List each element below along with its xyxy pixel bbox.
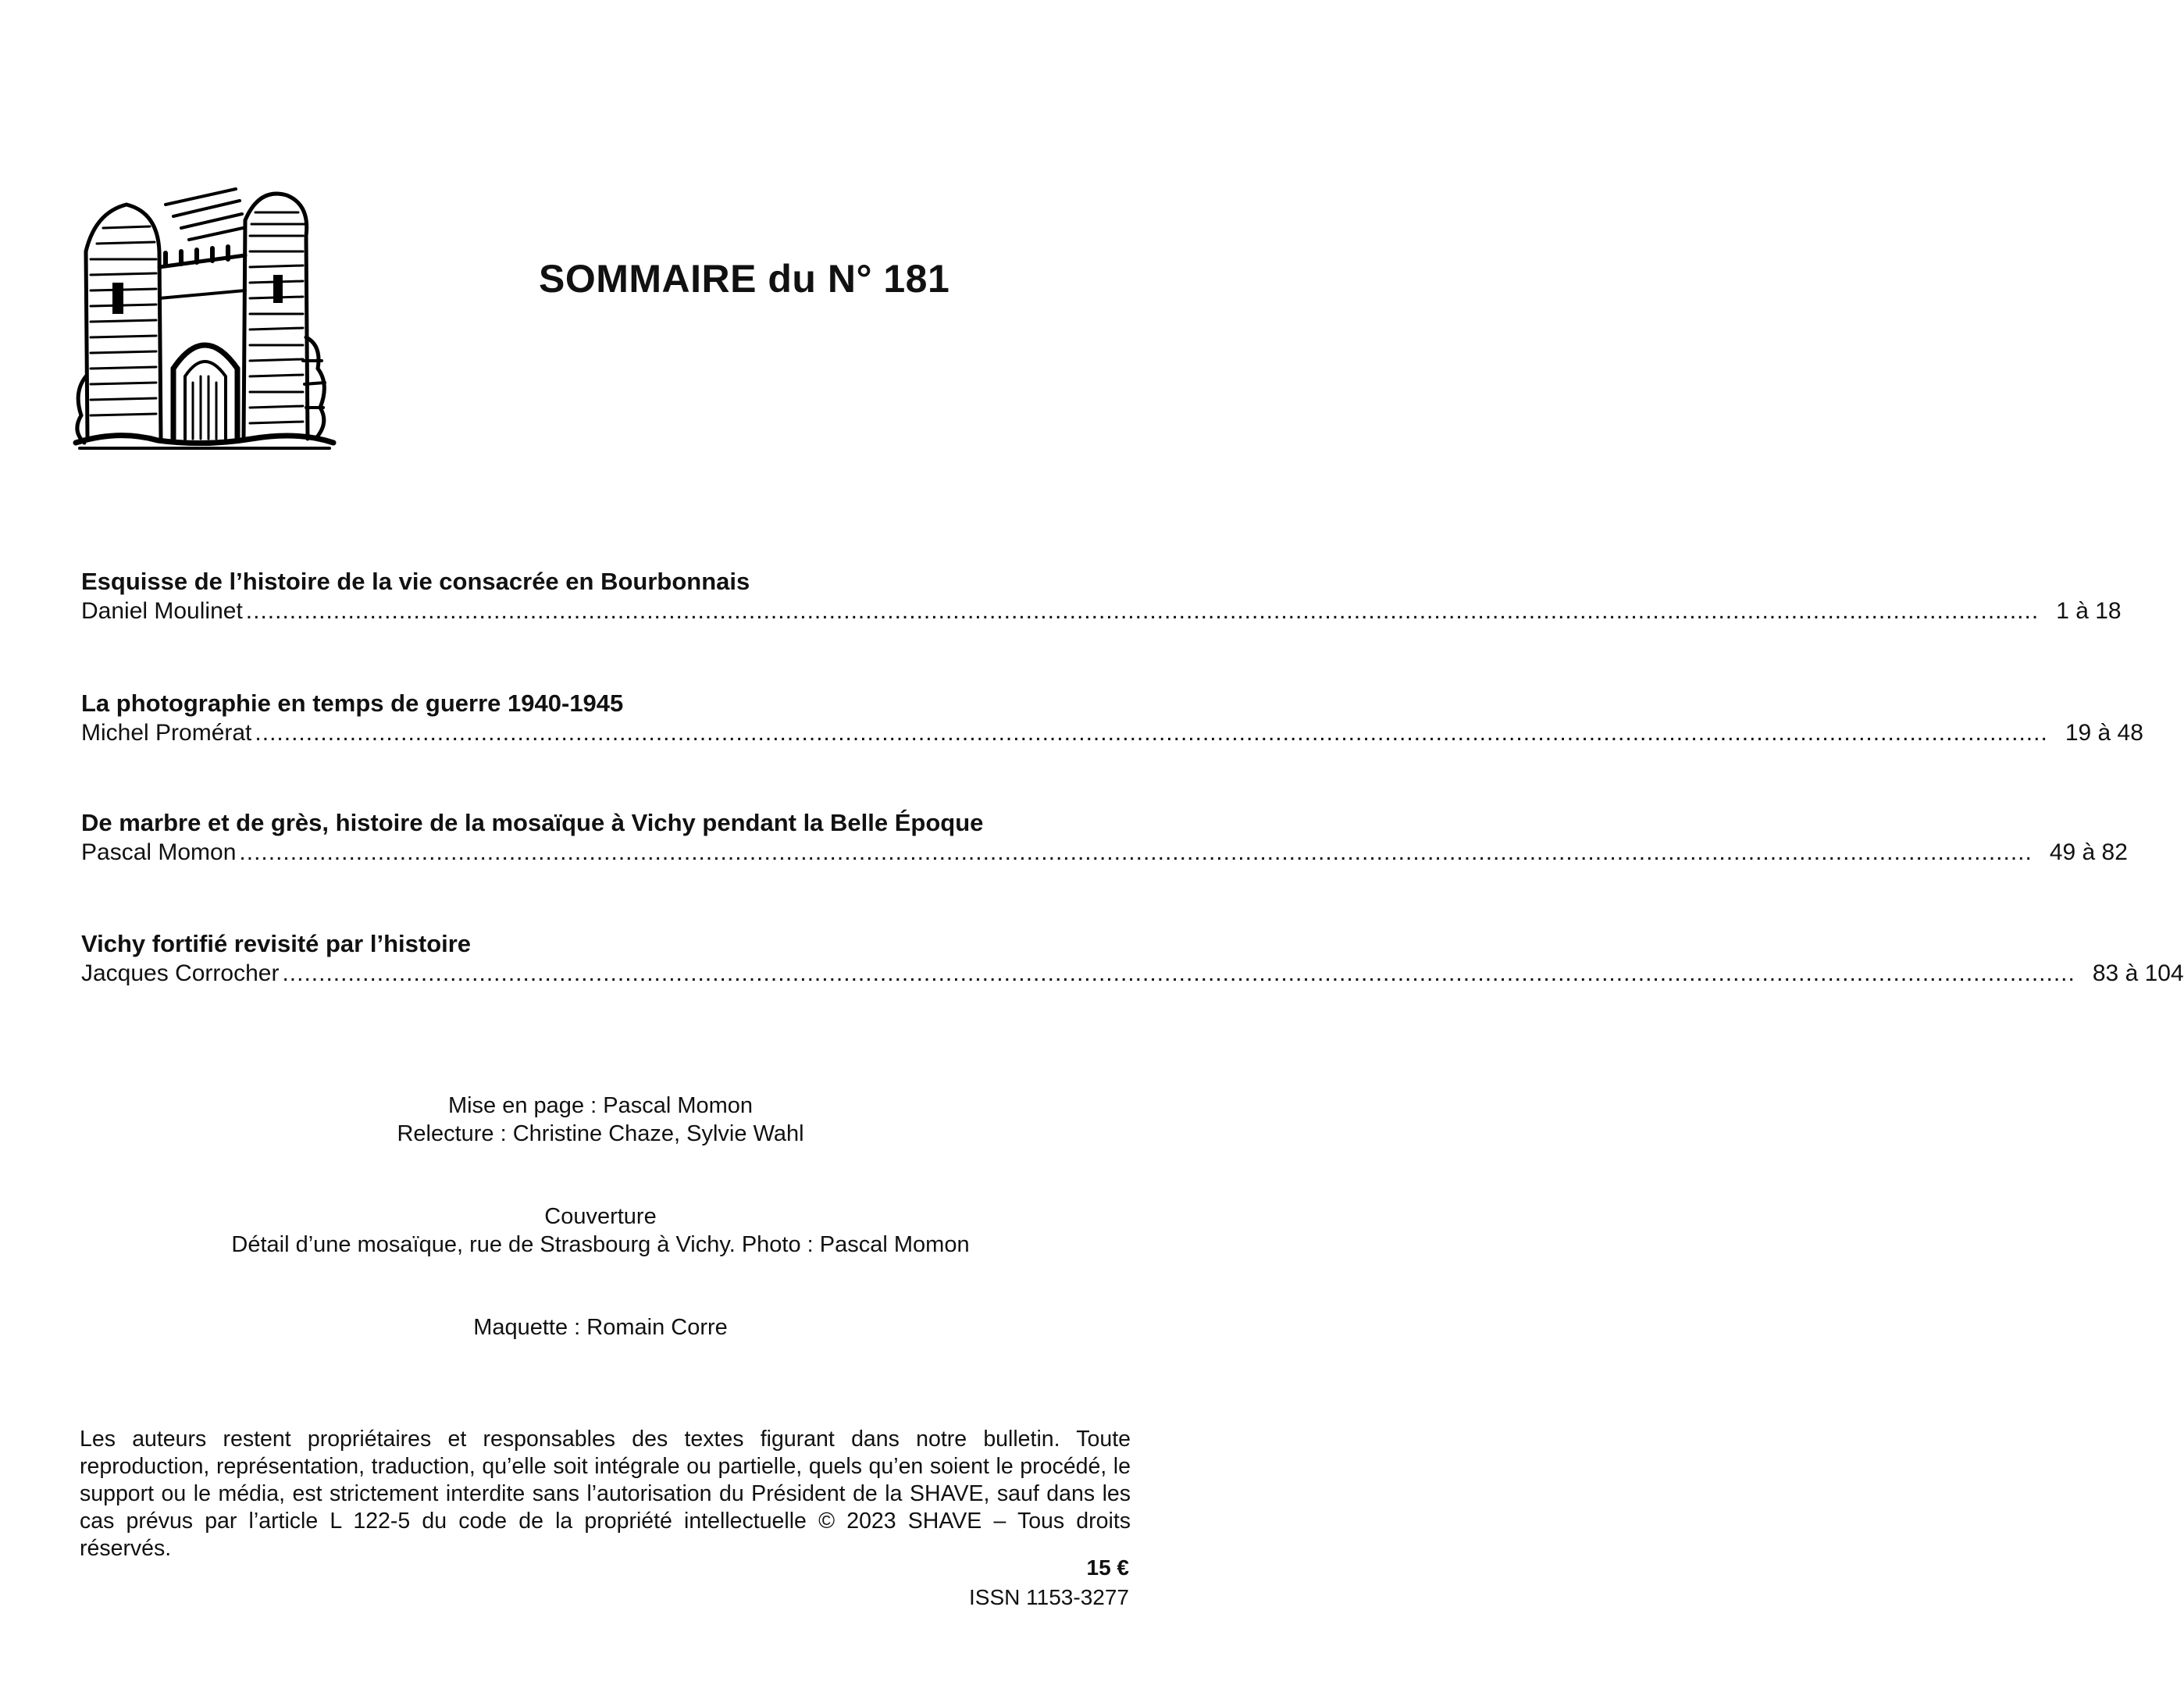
toc-entry-title: Esquisse de l’histoire de la vie consacrée en Bourbonnais (81, 568, 750, 595)
toc-entry-author: Jacques Corrocher (81, 960, 280, 986)
toc-entry (81, 929, 2184, 989)
toc-entry-author: Pascal Momon (81, 839, 237, 865)
toc-entry-title: Vichy fortifié revisité par l’histoire (81, 930, 472, 957)
toc-entry-pages: 49 à 82 (2049, 839, 2128, 865)
toc-entry-pages: 19 à 48 (2065, 720, 2143, 746)
page-title: SOMMAIRE du N° 181 (539, 257, 950, 301)
castle-gate-engraving-icon (72, 181, 337, 451)
copyright-notice: Les auteurs restent propriétaires et responsables des textes figurant dans notre bulletin. Toute reproduction, représentation, traduction, qu’elle soit intégrale ou partielle, quels qu’en soient le procédé, le support ou le média, est strictement interdite sans l’autorisation du Président de la SHAVE, sauf dans les cas prévus par l’article L 122-5 du code de la propriété intellectuelle © 2023 SHAVE – Tous droits réservés. (80, 1427, 1131, 1561)
leader-dots: ...................................................................................................................................................................................................................................................... (282, 960, 2075, 986)
toc-entry (81, 567, 2122, 626)
issn: ISSN 1153-3277 (969, 1585, 1129, 1609)
leader-dots: ...................................................................................................................................................................................................................................................... (245, 598, 2040, 624)
toc-entry-author: Daniel Moulinet (81, 598, 243, 624)
credits-proofreading: Relecture : Christine Chaze, Sylvie Wahl (397, 1121, 804, 1146)
toc-entry-line (81, 959, 2184, 989)
toc-entry-title: De marbre et de grès, histoire de la mosaïque à Vichy pendant la Belle Époque (81, 809, 984, 836)
leader-dots: ...................................................................................................................................................................................................................................................... (239, 839, 2033, 865)
toc-entry-line (81, 838, 2128, 868)
cover-detail: Détail d’une mosaïque, rue de Strasbourg à Vichy. Photo : Pascal Momon (231, 1232, 970, 1257)
toc-entry-pages: 1 à 18 (2056, 598, 2122, 624)
cover-heading: Couverture (544, 1204, 657, 1229)
price: 15 € (1086, 1555, 1129, 1580)
toc-entry (81, 808, 2128, 868)
toc-entry-line (81, 597, 2122, 626)
toc-entry-pages: 83 à 104 (2092, 960, 2184, 986)
toc-entry-title: La photographie en temps de guerre 1940-1945 (81, 689, 624, 717)
credits-layout: Mise en page : Pascal Momon (447, 1093, 754, 1118)
toc-entry (81, 689, 2143, 748)
leader-dots: ...................................................................................................................................................................................................................................................... (255, 720, 2048, 746)
toc-entry-line (81, 718, 2143, 748)
credits-mockup: Maquette : Romain Corre (473, 1315, 728, 1340)
toc-entry-author: Michel Promérat (81, 720, 252, 746)
